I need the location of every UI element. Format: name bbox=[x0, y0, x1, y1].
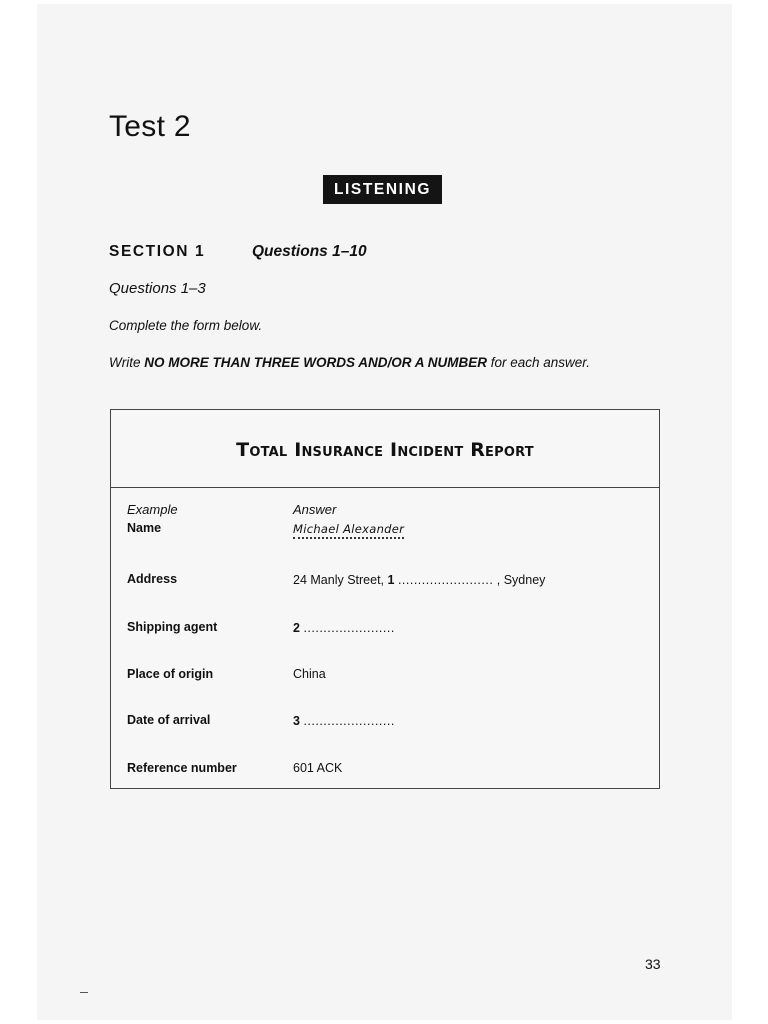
question-1-blank: ........................ bbox=[397, 573, 494, 587]
shipping-agent-value bbox=[293, 621, 395, 635]
margin-mark bbox=[80, 992, 88, 993]
question-3-blank: ....................... bbox=[303, 714, 395, 728]
incident-report-form bbox=[110, 409, 660, 789]
instruction-bold: NO MORE THAN THREE WORDS AND/OR A NUMBER bbox=[144, 355, 487, 370]
test-title: Test 2 bbox=[109, 110, 191, 143]
address-label: Address bbox=[127, 572, 178, 586]
name-label: Name bbox=[127, 521, 162, 535]
question-2-number: 2 bbox=[293, 621, 300, 635]
section-label: SECTION 1 bbox=[109, 243, 206, 260]
instruction-pre: Write bbox=[109, 355, 145, 370]
name-answer-handwritten: Michael Alexander bbox=[293, 522, 404, 539]
shipping-agent-label: Shipping agent bbox=[127, 620, 218, 634]
listening-badge: LISTENING bbox=[323, 175, 442, 204]
date-of-arrival-label: Date of arrival bbox=[127, 713, 211, 727]
instruction-word-limit bbox=[109, 355, 590, 370]
instruction-post: for each answer. bbox=[487, 355, 591, 370]
page-number: 33 bbox=[645, 956, 661, 972]
place-of-origin-label: Place of origin bbox=[127, 667, 214, 681]
answer-label: Answer bbox=[293, 502, 337, 517]
instruction-complete-form: Complete the form below. bbox=[109, 318, 263, 333]
address-suffix: , Sydney bbox=[493, 573, 546, 587]
reference-number-value: 601 ACK bbox=[293, 761, 343, 775]
reference-number-label: Reference number bbox=[127, 761, 237, 775]
address-prefix: 24 Manly Street, bbox=[293, 573, 388, 587]
form-title: Total Insurance Incident Report bbox=[236, 439, 534, 461]
date-of-arrival-value bbox=[293, 714, 395, 728]
place-of-origin-value: China bbox=[293, 667, 326, 681]
form-header bbox=[111, 410, 659, 488]
questions-range: Questions 1–10 bbox=[252, 243, 367, 260]
subquestions-range: Questions 1–3 bbox=[109, 280, 206, 297]
question-3-number: 3 bbox=[293, 714, 300, 728]
question-1-number: 1 bbox=[387, 573, 395, 587]
question-2-blank: ....................... bbox=[303, 621, 395, 635]
address-value bbox=[293, 573, 545, 587]
example-label: Example bbox=[127, 502, 178, 517]
